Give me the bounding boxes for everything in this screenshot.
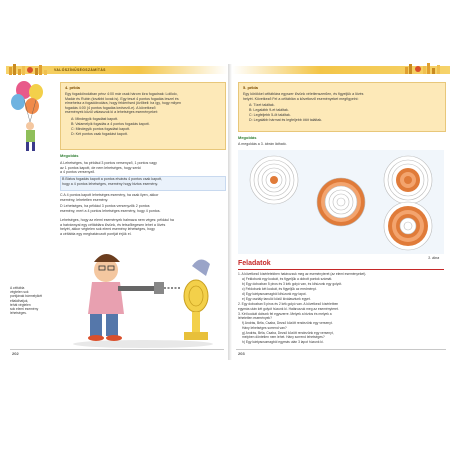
example-4-line-5: események közül válasszuk ki a lehetséges eseményeket: — [65, 110, 158, 115]
left-footer-rule — [10, 349, 224, 350]
example-4-option-c: C: Mindegyik pontos fogadást kapott. — [71, 127, 131, 131]
left-solution-line-2: az 1 pontos kapott, de nem lehetséges, hogy senki — [60, 165, 141, 170]
margin-note-line-2: végtelen sok — [10, 290, 29, 295]
figure-caption: 3. ábra — [428, 256, 440, 260]
left-paragraph-line-1: Lehetséges, hogy az elemi események halmaza nem véges: például ha — [60, 218, 174, 222]
chart-icons — [8, 63, 52, 75]
margin-note-line-3: pontjának bármelyikét — [10, 294, 43, 299]
example-5-title: 5. példa — [243, 85, 258, 90]
margin-note-line-7: lehetséges. — [10, 311, 27, 316]
exercise-line-8: egymás után két golyót húzunk ki. Határozzuk meg az eseményteret. — [238, 306, 339, 311]
left-solution-line-9: esemény, mert a 4 pontos lehetséges esemény, hogy 4 pontos. — [60, 208, 161, 213]
example-4-line-1: Egy fogadóirodában pénz 4:00 már csak három lóra fogadnak: Lolilolo, — [65, 92, 178, 96]
example-4-option-a: A: Mindegyik fogadást kapott. — [71, 117, 119, 121]
example-5-line-1: Egy körökkel céltáblára egyszer lövünk véletlenszerűen, és figyeljük a lövés — [243, 92, 364, 96]
exercises-title: Feladatok — [238, 260, 271, 267]
left-paragraph-line-4: a céltábla egy meghatározott pontját érjük el. — [60, 231, 132, 236]
left-page-number: 202 — [12, 351, 19, 356]
exercise-line-9: 3. Két kockát dobunk fel egyszerre. Melyek a biztos és melyek a — [238, 311, 332, 316]
example-5-option-a: A: Tízet találtak. — [249, 103, 275, 107]
exercise-line-4: c) Feldobunk két kockát, és figyeljük az eredményt. — [242, 287, 317, 291]
margin-note-line-1: A céltábla — [10, 286, 25, 290]
left-solution-line-4: B Biztos fogadás kapott a pontos elvárás 4 pontos csak kapott, — [62, 177, 163, 181]
exercise-line-3: b) Egy dobozban 5 piros és 3 kék golyó van, és kihúzunk egy golyót. — [242, 282, 343, 286]
exercise-line-15: h) Egy kártyacsomagból egymás után 3 lapot húzunk ki. — [242, 340, 324, 344]
right-footer-rule — [236, 349, 446, 350]
target-b — [384, 156, 432, 204]
example-5-option-b: B: Legalább 9-et találtak. — [249, 108, 289, 112]
targets-figure — [238, 150, 444, 254]
exercise-line-1: 1. A következő kísérletekben határozzuk meg az eseményteret (az elemi eseményeket). — [238, 272, 367, 276]
left-solution-line-5: hogy a 4 pontos lehetséges, esemény hogy biztos esemény. — [62, 181, 159, 186]
left-solution-title: Megoldás — [60, 153, 79, 158]
example-4-title: 4. példa — [65, 85, 80, 90]
example-4-option-d: D: Két pontos csak fogadást kapott. — [71, 132, 128, 136]
exercises-rule — [238, 269, 444, 270]
example-5-option-d: D: Legalább hármat és legfeljebb ötöt találtak. — [249, 118, 323, 122]
shooter-illustration — [68, 240, 218, 350]
right-page — [232, 66, 450, 358]
margin-note-line-4: eltalálhatjuk, — [10, 298, 29, 303]
right-solution-intro: A megoldás a 3. ábrán látható. — [238, 142, 287, 146]
left-running-header: VALÓSZÍNŰSÉGSZÁMÍTÁS — [54, 68, 106, 72]
left-solution-line-8: D Lehetséges, ha például 3 pontos versenyzők 2 pontos — [60, 204, 150, 208]
left-header-icons — [8, 62, 52, 74]
example-4-line-3: elmehetsz a fogadóirodára, hogy felderítsed jövőbeli: ha így, hogy milyen — [65, 101, 181, 106]
exercise-line-10: lehetetlen események? — [238, 316, 272, 320]
left-solution-line-3: a 4 pontos versenyző. — [60, 170, 96, 175]
example-4-option-b: B: Valamelyik fogadás a 4 pontos fogadás kapott. — [71, 122, 150, 126]
left-solution-line-6: C A 4 pontos kapott lehetséges esemény, ha csak ilyen, akkor — [60, 193, 159, 197]
left-solution-line-7: esemény, lehetetlen esemény. — [60, 197, 109, 202]
example-4-box — [60, 82, 226, 150]
margin-note-line-5: tehát végtelen — [10, 302, 31, 307]
exercise-line-7: 2. Egy dobozban 5 piros és 2 kék golyó van. A következő kísérletben — [238, 302, 339, 306]
exercise-line-2: a) Feldobunk egy kockát, és figyeljük a dobott pontok számát. — [242, 277, 333, 281]
right-page-number: 203 — [238, 351, 245, 356]
left-paragraph-line-2: a hatvánnyal egy céltáblára lövünk, és tetszőlegesen lehet a lövés — [60, 222, 166, 227]
exercise-line-12: Hány lehetséges sorrend van? — [242, 325, 287, 330]
left-page — [6, 66, 228, 358]
target-a — [250, 156, 298, 204]
example-5-option-c: C: Legfeljebb 5-öt találtak. — [249, 113, 291, 117]
example-4-line-4: fogadás 4:00 (4 pontos fogadás kedvező-e). A következő — [65, 105, 156, 110]
left-paragraph-line-3: helyét, akkor végtelen sok elemi esemény lehetséges, hogy — [60, 227, 155, 232]
example-5-line-2: helyét. Következő Fel a céltáblán a következő eseményeket megfigyelni: — [243, 96, 359, 101]
exercise-line-11: f) András, Béla, Csaba, Dezső között rendezünk egy versenyt. — [242, 321, 333, 325]
target-c — [317, 178, 365, 226]
right-header-icons — [404, 62, 448, 74]
example-5-box — [238, 82, 446, 132]
left-solution-line-1: A Lehetséges, ha például 3 pontos versenyző, 1 pontos vagy — [60, 161, 157, 165]
exercise-line-13: g) András, Béla, Csaba, Dezső között rendezünk egy versenyt, — [242, 330, 334, 335]
margin-note-line-6: sok elemi esemény — [10, 307, 39, 311]
target-d — [384, 202, 432, 250]
exercise-line-5: d) Egy kártyacsomagból kihúzunk egy lapot. — [242, 292, 307, 296]
balloon-illustration — [8, 80, 58, 154]
exercise-line-6: e) Egy osztály tanulói közül kiválasztunk egyet. — [242, 297, 311, 301]
example-4-line-2: Madár és Rubin (további lovak is). Egy teszt 4 pontos fogadás leszel és — [65, 96, 179, 101]
exercise-line-14: melyben döntetlen nem lehet. Hány sorrend lehetséges? — [242, 335, 325, 339]
right-solution-title: Megoldás — [238, 135, 257, 140]
